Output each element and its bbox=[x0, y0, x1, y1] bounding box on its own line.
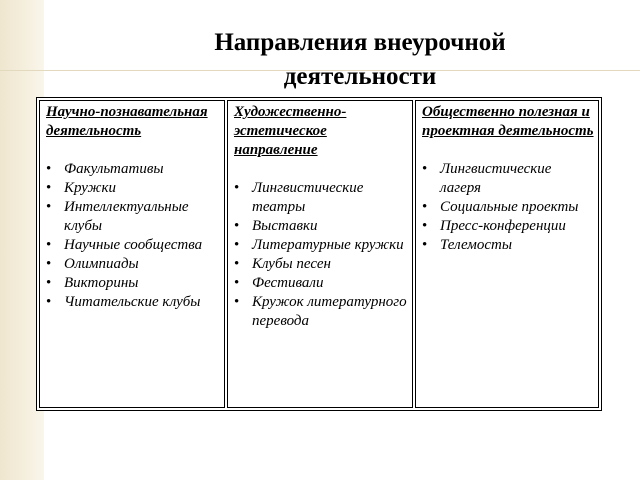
list-item: • Фестивали bbox=[234, 274, 408, 293]
list-item: • Викторины bbox=[46, 274, 220, 293]
item-list bbox=[422, 160, 594, 255]
column-heading: Художественно-эстетическое направление bbox=[234, 104, 347, 158]
list-item: • Читательские клубы bbox=[46, 293, 220, 312]
list-item: • Интеллектуальные клубы bbox=[46, 198, 220, 236]
list-item: • Лингвистические лагеря bbox=[422, 160, 594, 198]
column-artistic bbox=[227, 100, 413, 408]
item-list bbox=[46, 160, 220, 312]
list-item: • Литературные кружки bbox=[234, 236, 408, 255]
list-item: • Клубы песен bbox=[234, 255, 408, 274]
list-item: • Факультативы bbox=[46, 160, 220, 179]
list-item: • Лингвистические театры bbox=[234, 179, 408, 217]
list-item: • Пресс-конференции bbox=[422, 217, 594, 236]
item-list bbox=[234, 179, 408, 331]
column-heading: Общественно полезная и проектная деятельность bbox=[422, 104, 594, 139]
list-item: • Олимпиады bbox=[46, 255, 220, 274]
list-item: • Выставки bbox=[234, 217, 408, 236]
column-heading: Научно-познавательная деятельность bbox=[46, 104, 208, 139]
column-scientific bbox=[39, 100, 225, 408]
list-item: • Социальные проекты bbox=[422, 198, 594, 217]
list-item: • Научные сообщества bbox=[46, 236, 220, 255]
list-item: • Телемосты bbox=[422, 236, 594, 255]
column-social bbox=[415, 100, 599, 408]
list-item: • Кружок литературного перевода bbox=[234, 293, 408, 331]
directions-table bbox=[36, 97, 602, 411]
list-item: • Кружки bbox=[46, 179, 220, 198]
slide-title: Направления внеурочной деятельности bbox=[214, 29, 506, 90]
